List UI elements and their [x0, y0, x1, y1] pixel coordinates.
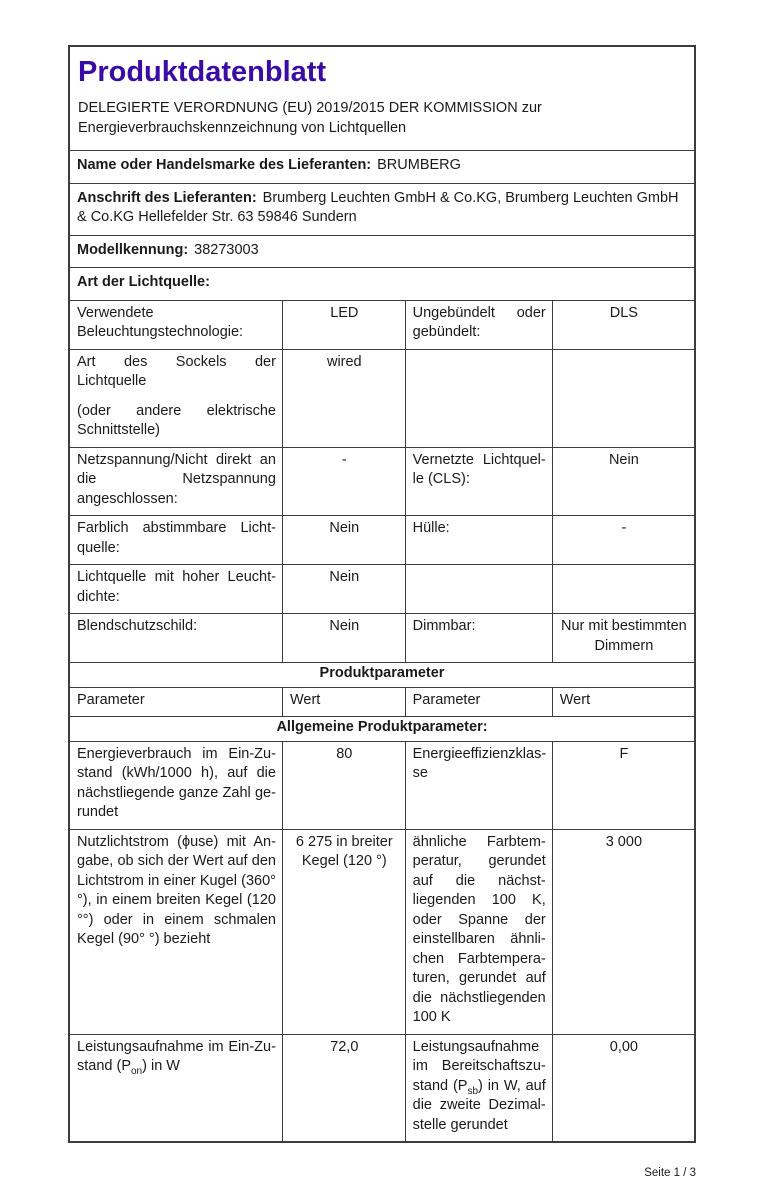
table-row: [69, 349, 695, 447]
title-row: [69, 46, 695, 151]
param-cell: Leistungsaufnahme im Ein-Zustand $(P_{on})$ in W: [69, 1034, 282, 1142]
supplier-name-label: Name oder Handelsmarke des Lieferanten:: [77, 157, 372, 173]
value-cell: 6 275 in breiter Kegel (120 °): [282, 829, 405, 1034]
light-source-section-cell: [69, 268, 695, 301]
supplier-name-cell: [69, 151, 695, 184]
title-cell: [69, 46, 695, 151]
model-id-row: [69, 235, 695, 268]
value-cell: 72,0: [282, 1034, 405, 1142]
value-cell: 80: [282, 741, 405, 829]
value-cell: Nein: [282, 614, 405, 663]
table-row: [69, 829, 695, 1034]
light-source-section-label: Art der Lichtquelle:: [77, 274, 210, 290]
model-id-value: 38273003: [194, 241, 259, 258]
param-cell: Nutzlichtstrom (ϕuse) mit Angabe, ob sich der Wert auf den Lichtstrom in einer Kugel (360° °), in einem breiten Kegel (120 °°) oder in einem schmalen Kegel (90° °) bezieht: [69, 829, 282, 1034]
value-cell: -: [552, 516, 695, 565]
value-cell: -: [282, 447, 405, 516]
column-header-wert-2: Wert: [552, 687, 695, 717]
param-cell: ähnliche Farbtemperatur, gerundet auf die nächstliegenden 100 K, oder Spanne der einstellbaren ähnlichen Farbtemperaturen, gerundet auf die nächstliegenden 100 K: [405, 829, 552, 1034]
param-cell: Leistungsaufnahme im Bereitschaftszustand $(P_{sb})$ in W, auf die zweite Dezimalstelle gerundet: [405, 1034, 552, 1142]
param-cell: Lichtquelle mit hoher Leuchtdichte:: [69, 565, 282, 614]
param-cell: [405, 565, 552, 614]
value-cell: [552, 565, 695, 614]
supplier-address-label: Anschrift des Lieferanten:: [77, 189, 257, 206]
param-cell: Verwendete Beleuchtungstechnologie:: [69, 300, 282, 349]
param-cell: Farblich abstimmbare Lichtquelle:: [69, 516, 282, 565]
product-parameters-header-row: [69, 663, 695, 688]
general-parameters-subheader: Allgemeine Produktparameter:: [69, 717, 695, 742]
page-number: Seite 1 / 3: [644, 1167, 696, 1179]
product-parameters-header: Produktparameter: [69, 663, 695, 688]
light-source-section-row: [69, 268, 695, 301]
param-cell: Netzspannung/Nicht direkt an die Netzspannung angeschlossen:: [69, 447, 282, 516]
column-header-parameter-2: Parameter: [405, 687, 552, 717]
supplier-name-row: [69, 151, 695, 184]
value-cell: Nein: [282, 516, 405, 565]
table-row: [69, 741, 695, 829]
column-header-row: [69, 687, 695, 717]
column-header-wert-1: Wert: [282, 687, 405, 717]
value-cell: wired: [282, 349, 405, 447]
general-parameters-subheader-row: [69, 717, 695, 742]
param-cell: Energieverbrauch im Ein-Zustand (kWh/1000 h), auf die nächstliegende ganze Zahl gerundet: [69, 741, 282, 829]
value-cell: Nein: [552, 447, 695, 516]
product-datasheet-table: [68, 45, 696, 1143]
regulation-subtitle: DELEGIERTE VERORDNUNG (EU) 2019/2015 DER KOMMISSION zur Energieverbrauchskennzeichnung von Lichtquellen: [78, 100, 542, 136]
param-cell: Ungebündelt oder gebündelt:: [405, 300, 552, 349]
value-cell: [552, 349, 695, 447]
value-cell: F: [552, 741, 695, 829]
page-title: Produktdatenblatt: [78, 56, 327, 88]
value-cell: Nein: [282, 565, 405, 614]
table-row: [69, 565, 695, 614]
supplier-name-value: BRUMBERG: [377, 157, 461, 173]
param-line-2: (oder andere elektrische Schnittstelle): [77, 402, 276, 438]
param-cell: Blendschutzschild:: [69, 614, 282, 663]
value-cell: 3 000: [552, 829, 695, 1034]
column-header-parameter-1: Parameter: [69, 687, 282, 717]
param-cell: Vernetzte Lichtquelle (CLS):: [405, 447, 552, 516]
param-cell: [405, 349, 552, 447]
supplier-address-row: [69, 183, 695, 235]
table-row: [69, 1034, 695, 1142]
model-id-label: Modellkennung:: [77, 241, 189, 258]
value-cell: Nur mit bestimmten Dimmern: [552, 614, 695, 663]
param-cell: Hülle:: [405, 516, 552, 565]
table-row: [69, 614, 695, 663]
supplier-address-cell: [69, 183, 695, 235]
value-cell: LED: [282, 300, 405, 349]
param-line-1: Art des Sockels der Lichtquelle: [77, 353, 276, 389]
param-cell: Energieeffizienzklasse: [405, 741, 552, 829]
model-id-cell: [69, 235, 695, 268]
param-cell: [69, 349, 282, 447]
supplier-address-value: Brumberg Leuchten GmbH & Co.KG, Brumberg Leuchten GmbH & Co.KG Hellefelder Str. 63 59846 Sundern: [77, 189, 679, 225]
table-row: [69, 447, 695, 516]
value-cell: DLS: [552, 300, 695, 349]
param-cell: Dimmbar:: [405, 614, 552, 663]
table-row: [69, 516, 695, 565]
table-row: [69, 300, 695, 349]
value-cell: 0,00: [552, 1034, 695, 1142]
